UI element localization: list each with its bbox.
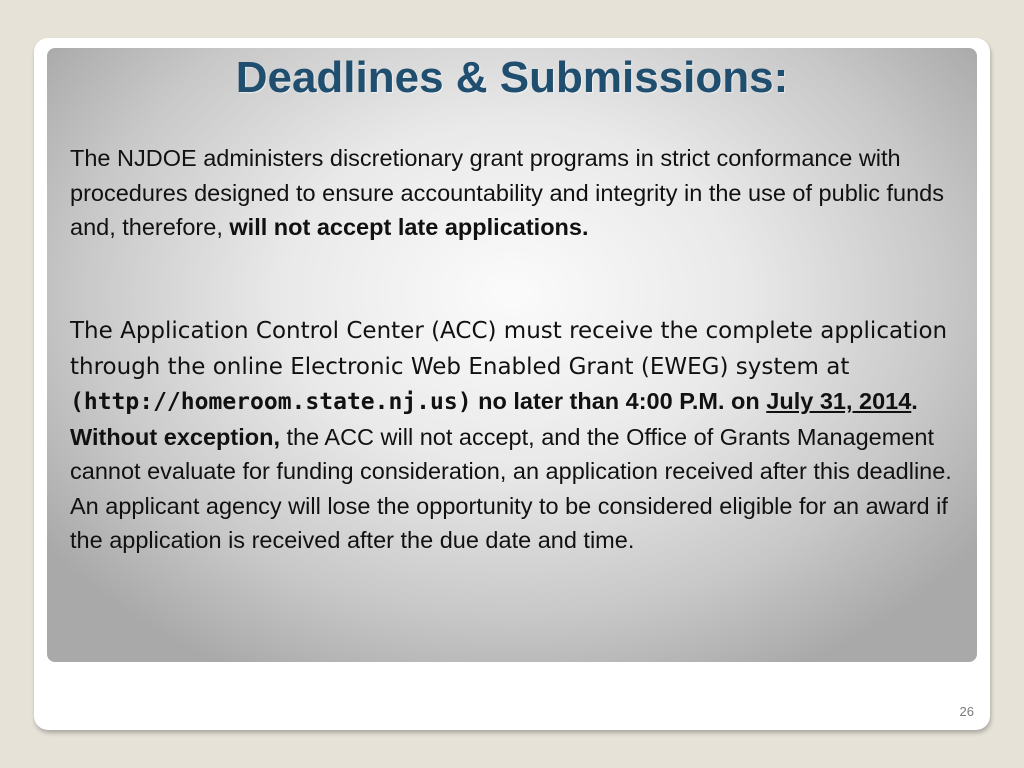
paragraph-late-applications bbox=[70, 141, 980, 245]
deadline-date: July 31, 2014 bbox=[766, 388, 912, 414]
paragraph1-bold: will not accept late applications. bbox=[229, 214, 589, 240]
page-number: 26 bbox=[959, 704, 974, 719]
paragraph2-intro: The Application Control Center (ACC) must receive the complete application through the online Electronic Web Enabled Grant (EWEG) system at bbox=[70, 318, 948, 380]
without-exception: . Without exception, bbox=[70, 388, 918, 450]
paragraph1-text: The NJDOE administers discretionary grant programs in strict conformance with procedures designed to ensure accountability and integrity in the use of public funds and, therefore, bbox=[70, 145, 944, 240]
paragraph-submission-deadline bbox=[70, 313, 980, 558]
eweg-url: (http://homeroom.state.nj.us) bbox=[70, 389, 472, 415]
paragraph2-rest: the ACC will not accept, and the Office of Grants Management cannot evaluate for funding consideration, an application received after this deadline. An applicant agency will lose the opportunity to be considered eligible for an award if the application is received after the due date and time. bbox=[70, 423, 952, 553]
slide-title: Deadlines & Submissions: bbox=[235, 53, 789, 102]
deadline-prefix: no later than 4:00 P.M. on bbox=[478, 388, 760, 414]
